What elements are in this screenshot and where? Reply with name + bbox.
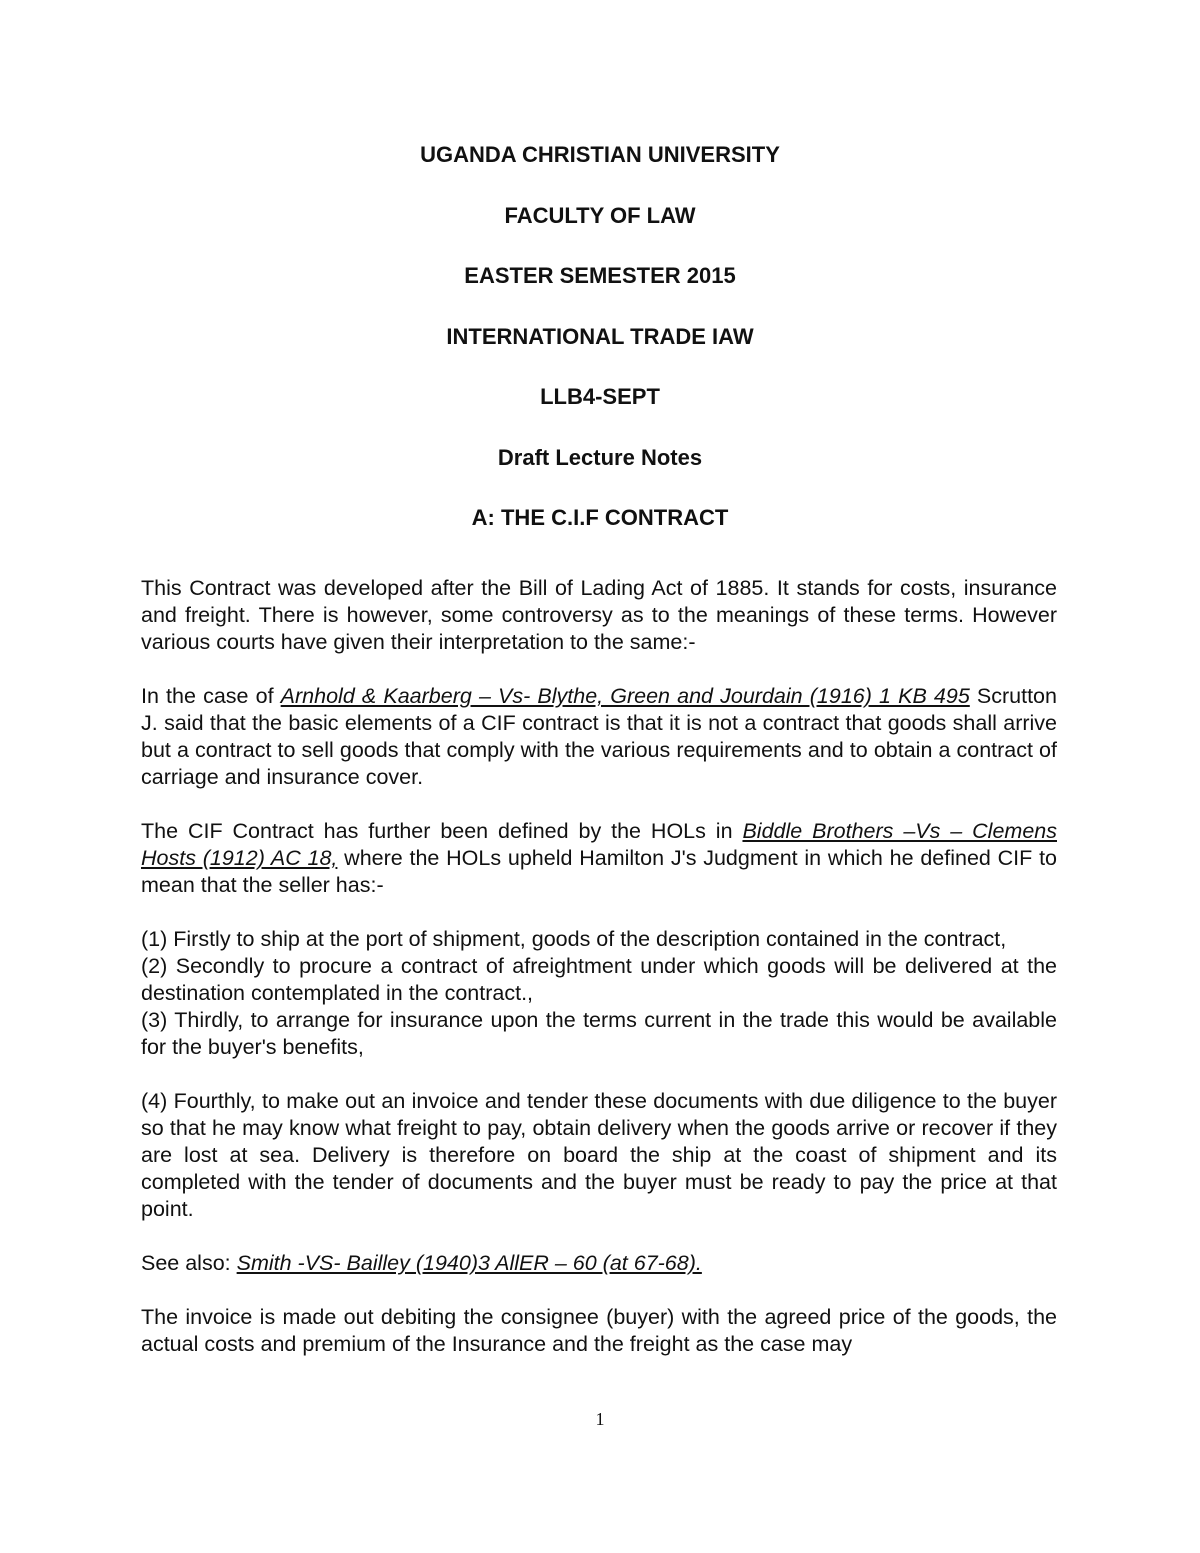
case-citation-arnhold: Arnhold & Kaarberg – Vs- Blythe, Green and Jourdain (1916) 1 KB 495 [280,684,970,708]
case-citation-biddle: Biddle Brothers –Vs – Clemens Hosts (1912) AC 18, [141,819,1057,870]
semester-heading: EASTER SEMESTER 2015 [464,263,736,288]
list-item-1: (1) Firstly to ship at the port of shipment, goods of the description contained in the contract, [141,927,1007,951]
biddle-prefix: The CIF Contract has further been defined by the HOLs in [141,819,743,843]
list-item-3: (3) Thirdly, to arrange for insurance upon the terms current in the trade this would be available for the buyer's benefits, [141,1008,1057,1059]
arnhold-paragraph [141,683,1057,791]
see-also-prefix: See also: [141,1251,237,1275]
see-also-paragraph [141,1250,1057,1277]
doc-type-heading: Draft Lecture Notes [497,444,703,470]
invoice-paragraph: The invoice is made out debiting the consignee (buyer) with the agreed price of the goods, the actual costs and premium of the Insurance and the freight as the case may [141,1305,1057,1356]
faculty-heading: FACULTY OF LAW [504,202,696,228]
course-heading: INTERNATIONAL TRADE IAW [446,323,754,349]
section-heading: A: THE C.I.F CONTRACT [471,505,729,530]
biddle-paragraph [141,818,1057,899]
case-citation-smith: Smith -VS- Bailley (1940)3 AllER – 60 (at 67-68). [236,1251,702,1275]
page-number: 1 [595,1409,605,1429]
biddle-rest: where the HOLs upheld Hamilton J's Judgment in which he defined CIF to mean that the seller has:- [141,846,1057,897]
intro-paragraph: This Contract was developed after the Bill of Lading Act of 1885. It stands for costs, insurance and freight. There is however, some controversy as to the meanings of these terms. However various courts have given their interpretation to the same:- [141,576,1057,654]
body-text [141,575,1057,1358]
list-item-4: (4) Fourthly, to make out an invoice and tender these documents with due diligence to the buyer so that he may know what freight to pay, obtain delivery when the goods arrive or recover if they are lost at sea. Delivery is therefore on board the ship at the coast of shipment and its completed with the tender of documents and the buyer must be ready to pay the price at that point. [141,1089,1057,1221]
university-heading: UGANDA CHRISTIAN UNIVERSITY [420,142,780,167]
class-heading: LLB4-SEPT [540,384,660,409]
arnhold-prefix: In the case of [141,684,281,708]
title-block [0,140,1200,564]
arnhold-rest: Scrutton J. said that the basic elements of a CIF contract is that it is not a contract that goods shall arrive but a contract to sell goods that comply with the various requirements and to obtain a contract of carriage and insurance cover. [141,684,1057,789]
list-item-2: (2) Secondly to procure a contract of afreightment under which goods will be delivered at the destination contemplated in the contract., [141,954,1057,1005]
